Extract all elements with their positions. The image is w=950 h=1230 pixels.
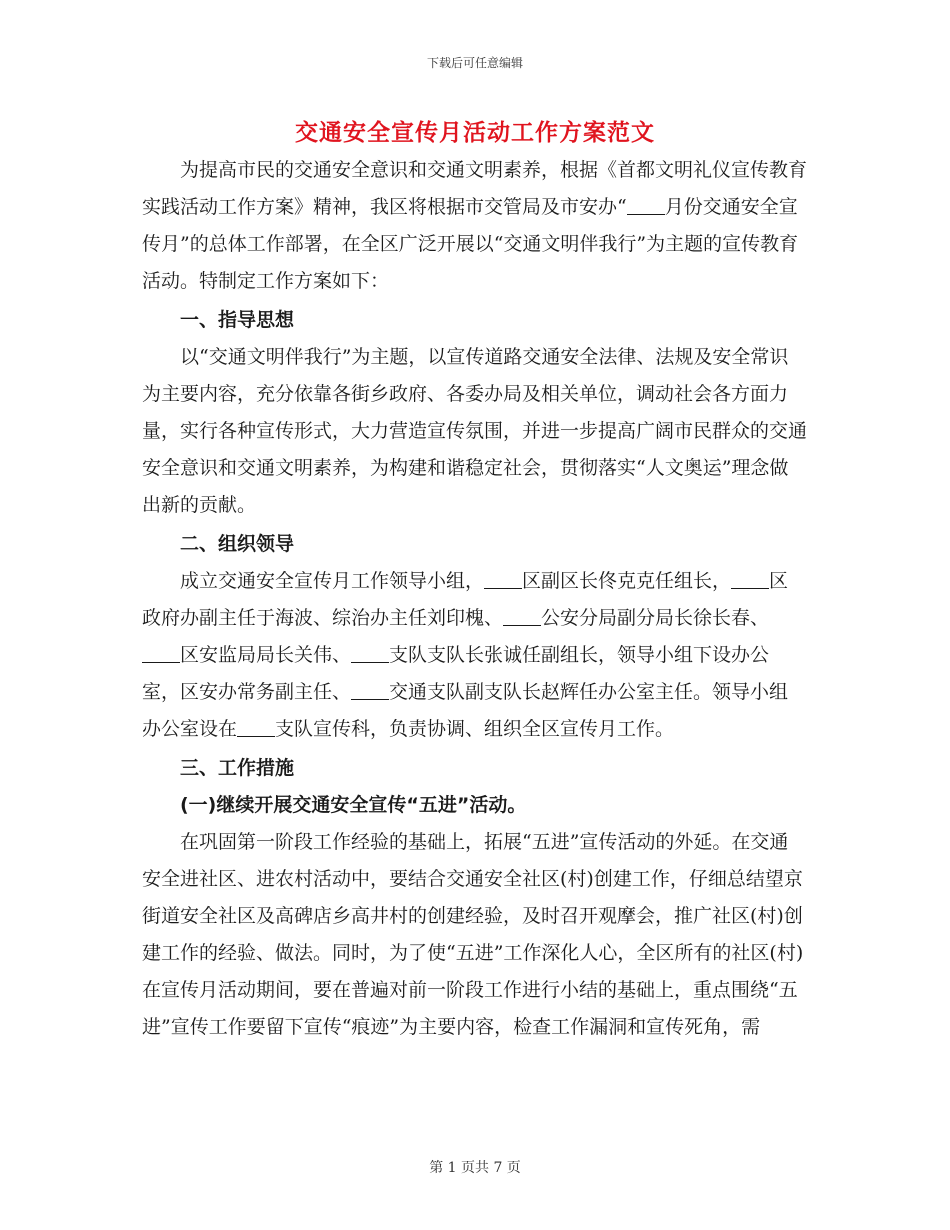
blank-line [484,569,522,589]
document-title: 交通安全宣传月活动工作方案范文 [295,119,655,146]
org-text-1: 成立交通安全宣传月工作领导小组， [180,570,485,592]
section-paragraph-measures: 在巩固第一阶段工作经验的基础上，拓展“五进”宣传活动的外延。在交通安全进社区、进农村活动中，要结合交通安全社区(村)创建工作，仔细总结望京街道安全社区及高碑店乡高井村的创建经验，及时召开观摩会，推广社区(村)创建工作的经验、做法。同时，为了使“五进”工作深化人心，全区所有的社区(村)在宣传月活动期间，要在普遍对前一阶段工作进行小结的基础上，重点围绕“五进”宣传工作要留下宣传“痕迹”为主要内容，检查工作漏洞和宣传死角，需 [142,831,804,1038]
section-heading-guiding-thought: 一、指导思想 [180,309,295,331]
header-note: 下载后可任意编辑 [426,56,523,70]
section-paragraph-guiding-thought: 以“交通文明伴我行”为主题，以宣传道路交通安全法律、法规及安全常识为主要内容，充分依靠各街乡政府、各委办局及相关单位，调动社会各方面力量，实行各种宣传形式，大力营造宣传氛围，并进一步提高广阔市民群众的交通安全意识和交通文明素养，为构建和谐稳定社会，贯彻落实“人文奥运”理念做出新的贡献。 [142,346,808,516]
blank-line [351,643,389,663]
section-paragraph-organization [142,563,807,748]
section-heading-organization: 二、组织领导 [180,533,295,555]
org-text-5: 区安监局局长关伟、 [180,644,352,666]
org-text-3: 区政府办副主任于海波、综治办主任刘印槐、 [142,570,789,629]
org-text-2: 区副区长佟克克任组长， [522,570,732,592]
document-body [142,152,807,1046]
blank-line [731,569,769,589]
intro-text-2: 月份交通安全宣传月”的总体工作部署，在全区广泛开展以“交通文明伴我行”为主题的宣传教育活动。特制定工作方案如下： [142,196,799,292]
blank-line [503,606,541,626]
blank-line [351,680,389,700]
org-text-6: 支队支队长张诚任副组长，领导小组下设办公室，区安办常务副主任、 [142,644,770,703]
org-text-7: 交通支队副支队长赵辉任办公室主任。领导小组办公室设在 [142,681,789,740]
blank-line [142,643,180,663]
page-footer: 第 1 页共 7 页 [429,1160,521,1176]
intro-paragraph [142,152,807,300]
intro-text-1: 为提高市民的交通安全意识和交通文明素养，根据《首都文明礼仪宣传教育实践活动工作方案》精神，我区将根据市交管局及市安办“ [142,159,808,218]
section-heading-measures: 三、工作措施 [180,757,295,779]
org-text-4: 公安分局副分局长徐长春、 [541,607,770,629]
blank-line [237,717,275,737]
subsection-heading-five-in: (一)继续开展交通安全宣传“五进”活动。 [180,794,527,816]
blank-line [627,195,665,215]
org-text-8: 支队宣传科，负责协调、组织全区宣传月工作。 [275,718,675,740]
